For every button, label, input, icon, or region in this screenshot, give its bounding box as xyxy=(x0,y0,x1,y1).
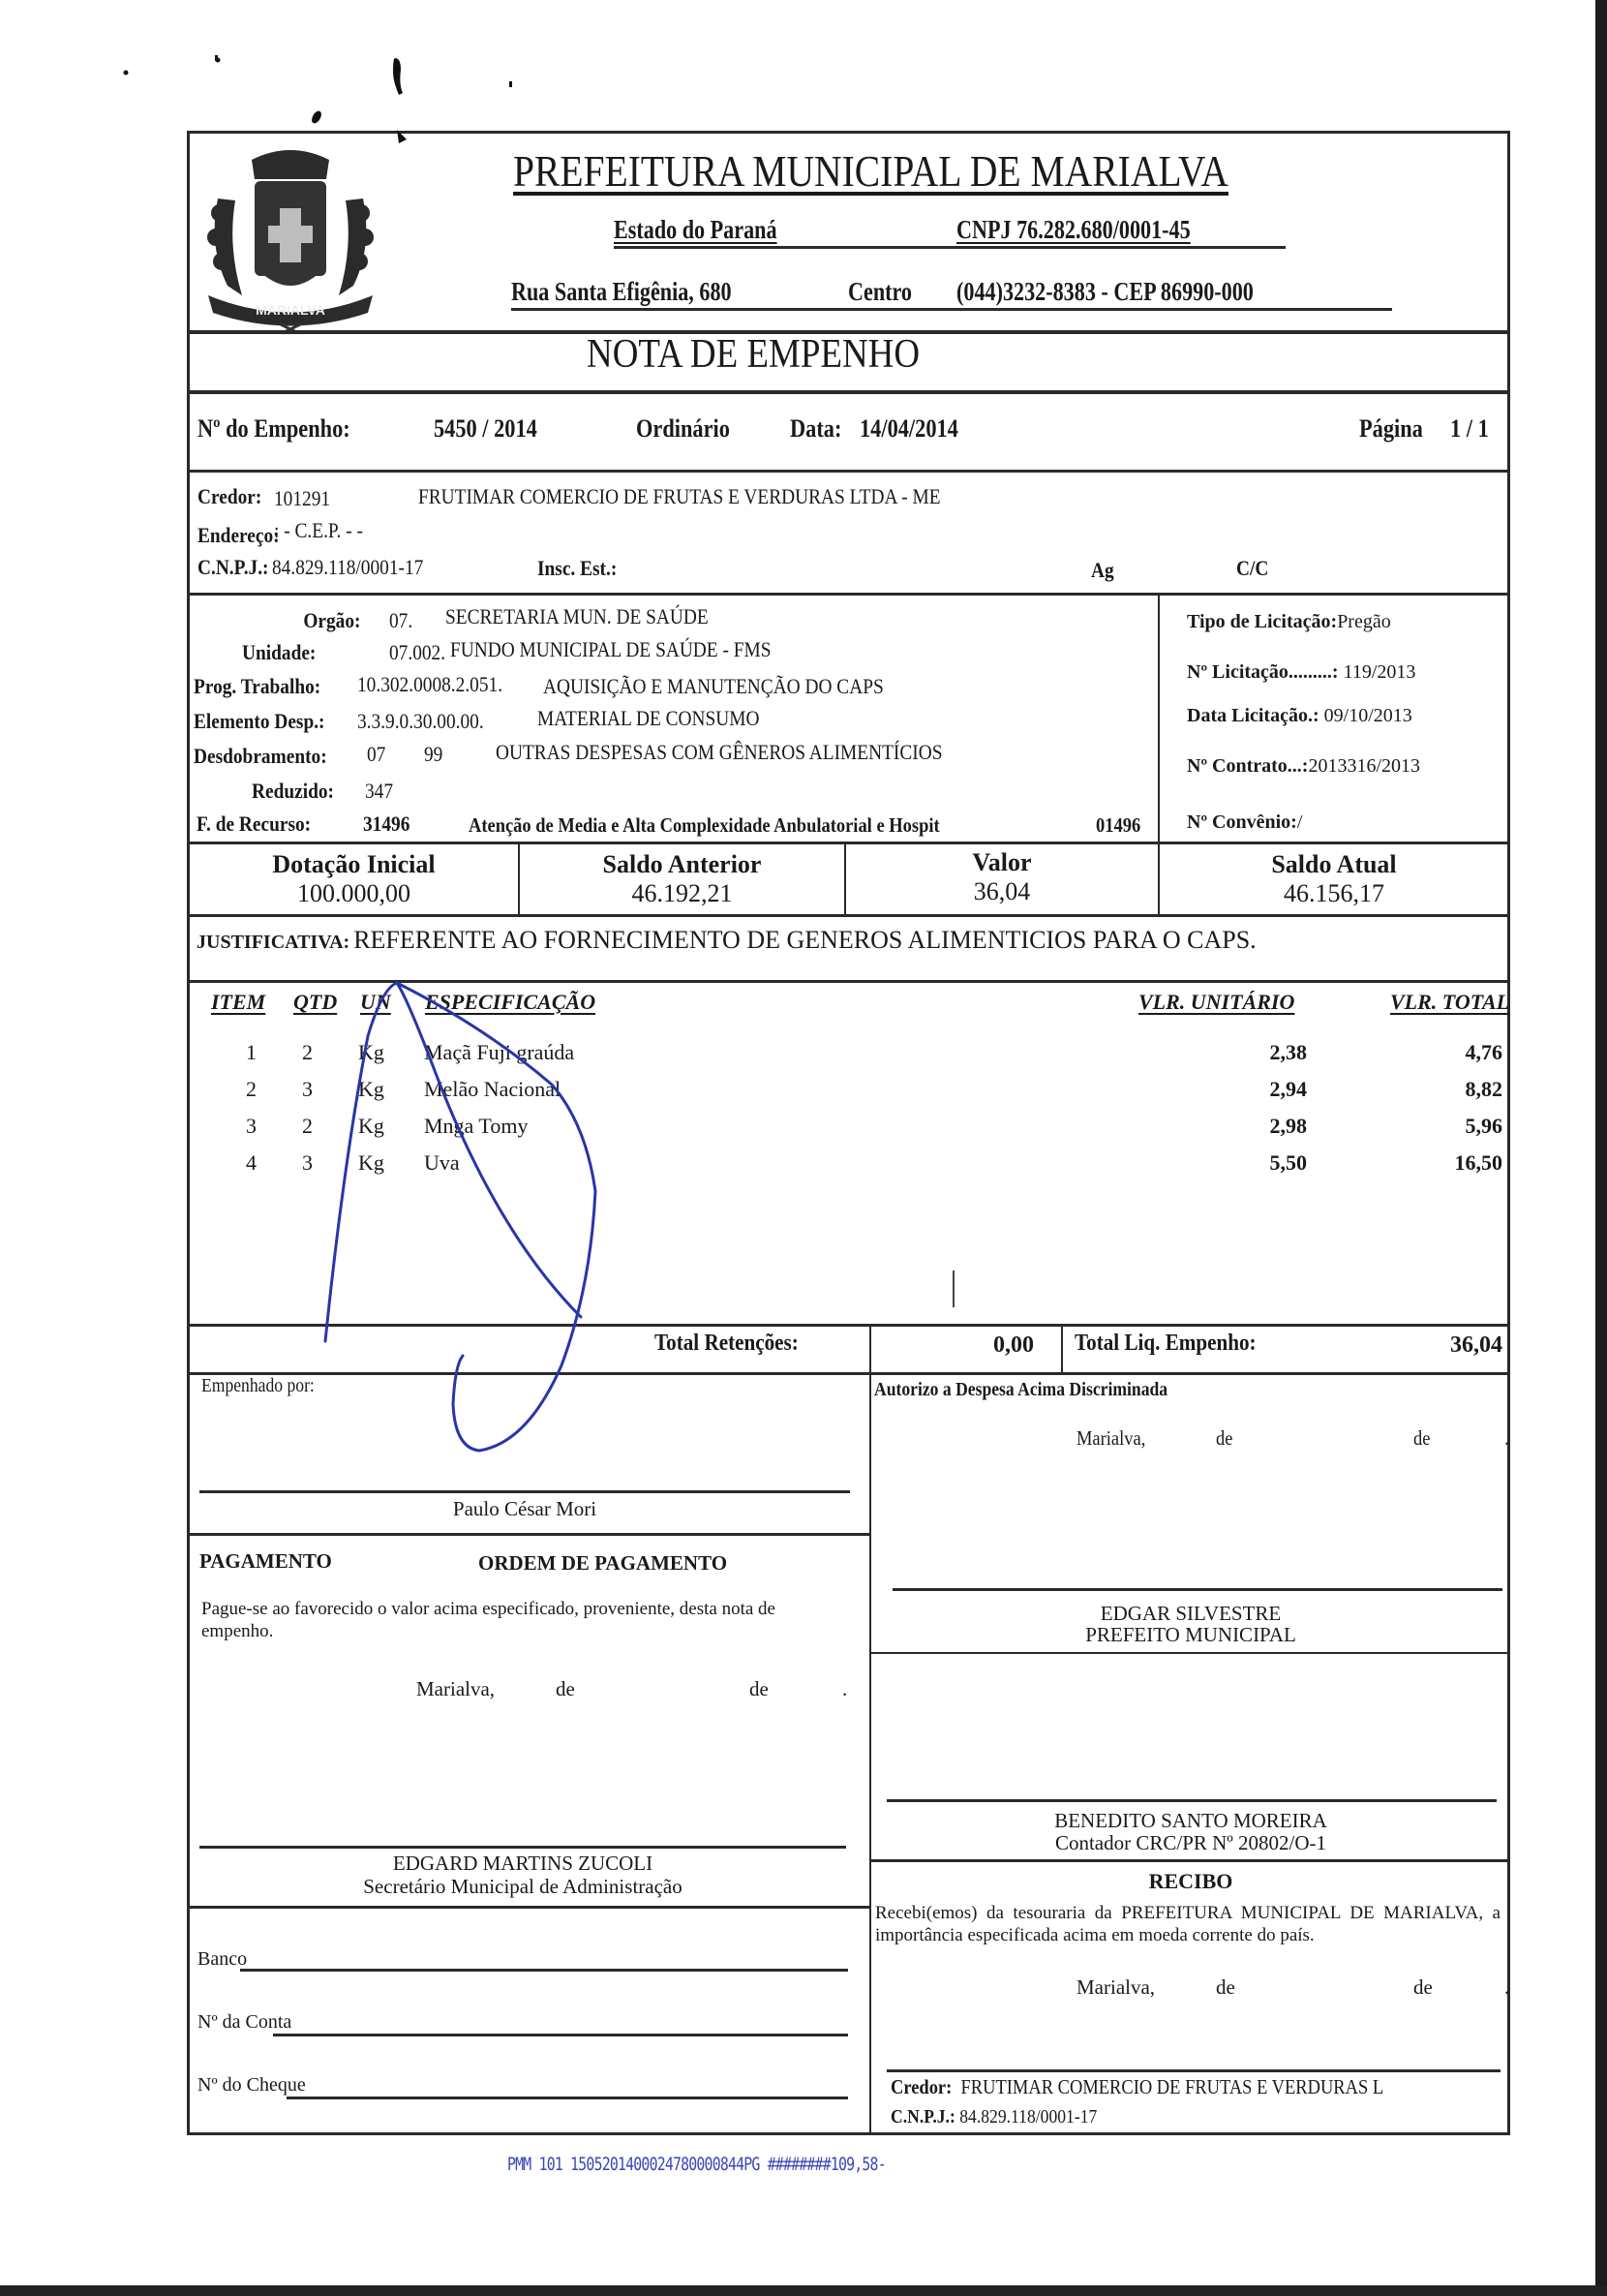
recibo-cnpj xyxy=(891,2106,1097,2128)
municipality-cnpj xyxy=(956,215,1191,245)
balance-label: Dotação Inicial xyxy=(272,850,436,878)
recurso-label: F. de Recurso: xyxy=(197,811,312,836)
cell-total: 4,76 xyxy=(1465,1040,1502,1064)
totals-divider xyxy=(1061,1324,1063,1372)
cell-spec: Uva xyxy=(424,1150,460,1175)
address-value: : - C.E.P. - - xyxy=(274,518,363,542)
cell-item: 4 xyxy=(246,1150,257,1175)
banco-field[interactable] xyxy=(240,1969,848,1972)
payment-period: . xyxy=(842,1677,848,1700)
liquido-label: Total Liq. Empenho: xyxy=(1075,1331,1257,1356)
recibo-credor xyxy=(891,2075,1383,2099)
secretario-title: Secretário Municipal de Administração xyxy=(363,1875,682,1898)
divider xyxy=(187,914,1510,917)
divider xyxy=(869,1652,1510,1654)
empenho-number: 5450 / 2014 xyxy=(434,414,537,443)
contador-title: Contador CRC/PR Nº 20802/O-1 xyxy=(1054,1831,1327,1854)
cell-qtd: 3 xyxy=(302,1150,313,1175)
orgao-label xyxy=(194,608,360,633)
recibo-de1: de xyxy=(1216,1975,1235,1999)
data-licitacao xyxy=(1187,705,1412,727)
phone-cep-value: (044)3232-8383 - CEP 86990-000 xyxy=(956,277,1254,306)
elemento-label: Elemento Desp.: xyxy=(194,709,325,733)
cell-total: 16,50 xyxy=(1454,1150,1502,1175)
cell-unit-price: 2,98 xyxy=(1269,1114,1307,1138)
empenho-date-label: Data: xyxy=(790,414,842,443)
insc-est-label: Insc. Est.: xyxy=(537,556,618,580)
balance-valor xyxy=(846,848,1158,906)
data-licitacao-label: Data Licitação.: xyxy=(1187,705,1319,726)
recurso-code: 31496 xyxy=(363,811,410,836)
recibo-cnpj-value: 84.829.118/0001-17 xyxy=(959,2106,1098,2128)
divider xyxy=(187,390,1510,394)
vertical-split xyxy=(869,1372,871,2135)
divider xyxy=(187,980,1510,983)
desdobramento-code2: 99 xyxy=(424,742,443,766)
signature-line xyxy=(199,1846,846,1849)
balance-value: 46.192,21 xyxy=(631,879,733,907)
col-header-unit-price: VLR. UNITÁRIO xyxy=(1138,990,1295,1014)
autorizo-de2: de xyxy=(1413,1426,1431,1450)
numero-contrato-label: Nº Contrato...: xyxy=(1187,755,1309,777)
cell-spec: Melão Nacional xyxy=(424,1077,561,1101)
cell-spec: Mnga Tomy xyxy=(424,1114,529,1138)
autorizo-city: Marialva, xyxy=(1076,1426,1146,1450)
svg-text:MARIALVA: MARIALVA xyxy=(256,302,325,318)
prog-trabalho-code: 10.302.0008.2.051. xyxy=(357,672,503,696)
cell-spec: Maçã Fuji graúda xyxy=(424,1040,575,1064)
cell-item: 3 xyxy=(246,1114,257,1138)
prog-trabalho-name: AQUISIÇÃO E MANUTENÇÃO DO CAPS xyxy=(543,674,884,698)
balance-value: 100.000,00 xyxy=(297,879,410,907)
recibo-credor-label: Credor: xyxy=(891,2075,953,2098)
district-value: Centro xyxy=(848,277,913,306)
desdobramento-code1: 07 xyxy=(367,742,386,766)
banco-label: Banco xyxy=(197,1948,248,1970)
credor-label: Credor: xyxy=(197,484,262,508)
balance-saldo-atual xyxy=(1160,850,1508,908)
state-label: Estado do Paraná xyxy=(614,215,777,244)
balance-saldo-anterior xyxy=(520,850,844,908)
desdobramento-label: Desdobramento: xyxy=(194,744,327,768)
payment-city: Marialva, xyxy=(416,1677,496,1700)
balance-value: 36,04 xyxy=(973,877,1031,905)
pagamento-label: PAGAMENTO xyxy=(199,1549,332,1573)
divider xyxy=(187,1372,1510,1375)
cell-unit-price: 2,94 xyxy=(1269,1077,1307,1101)
cell-item: 2 xyxy=(246,1077,257,1101)
state-name xyxy=(614,215,777,245)
prefeito-name: EDGAR SILVESTRE xyxy=(1100,1602,1282,1625)
page-label: Página xyxy=(1359,414,1423,443)
cheque-label: Nº do Cheque xyxy=(197,2074,306,2096)
coat-of-arms-icon xyxy=(198,140,382,334)
municipality-title: PREFEITURA MUNICIPAL DE MARIALVA xyxy=(513,146,1228,196)
cell-qtd: 2 xyxy=(302,1114,313,1138)
orgao-label-text: Orgão: xyxy=(303,608,361,632)
empenho-type: Ordinário xyxy=(636,414,730,443)
liquido-value: 36,04 xyxy=(1450,1332,1502,1358)
divider xyxy=(187,842,1510,844)
col-header-spec: ESPECIFICAÇÃO xyxy=(425,990,596,1014)
elemento-code: 3.3.9.0.30.00.00. xyxy=(357,709,484,733)
numero-licitacao-value: 119/2013 xyxy=(1343,661,1416,683)
cell-qtd: 2 xyxy=(302,1040,313,1064)
autorizo-period: . xyxy=(1504,1426,1510,1450)
recibo-credor-name: FRUTIMAR COMERCIO DE FRUTAS E VERDURAS L xyxy=(960,2075,1384,2098)
cc-label: C/C xyxy=(1236,556,1269,580)
budget-divider xyxy=(1158,593,1160,842)
empenho-date: 14/04/2014 xyxy=(860,414,958,443)
justificativa-text: REFERENTE AO FORNECIMENTO DE GENEROS ALIMENTICIOS PARA O CAPS. xyxy=(353,926,1257,954)
cell-un: Kg xyxy=(358,1150,384,1175)
scan-edge-right xyxy=(1595,0,1607,2296)
numero-contrato xyxy=(1187,755,1420,778)
divider xyxy=(187,470,1510,473)
empenho-number-label: Nº do Empenho: xyxy=(197,414,350,443)
autorizo-de1: de xyxy=(1216,1426,1233,1450)
numero-contrato-value: 2013316/2013 xyxy=(1308,755,1421,777)
cell-un: Kg xyxy=(358,1077,384,1101)
elemento-name: MATERIAL DE CONSUMO xyxy=(537,706,760,730)
col-header-item: ITEM xyxy=(211,990,266,1014)
cell-un: Kg xyxy=(358,1114,384,1138)
col-header-qtd: QTD xyxy=(293,990,338,1014)
prefeito-title: PREFEITO MUNICIPAL xyxy=(1085,1623,1296,1646)
recibo-de2: de xyxy=(1413,1975,1433,1999)
tipo-licitacao xyxy=(1187,611,1391,633)
document-title: NOTA DE EMPENHO xyxy=(587,332,921,377)
credor-code: 101291 xyxy=(274,486,331,510)
cell-unit-price: 2,38 xyxy=(1269,1040,1307,1064)
contador-name: BENEDITO SANTO MOREIRA xyxy=(1054,1809,1327,1832)
numero-convenio-label: Nº Convênio: xyxy=(1187,811,1297,833)
recurso-code2: 01496 xyxy=(1096,813,1141,837)
recibo-city: Marialva, xyxy=(1076,1975,1156,1999)
tipo-licitacao-value: Pregão xyxy=(1337,611,1391,632)
recibo-cnpj-label: C.N.P.J.: xyxy=(891,2106,955,2128)
cell-item: 1 xyxy=(246,1040,257,1064)
credor-cnpj: 84.829.118/0001-17 xyxy=(272,555,424,579)
col-header-total: VLR. TOTAL xyxy=(1390,990,1510,1014)
divider xyxy=(187,593,1510,596)
unidade-label: Unidade: xyxy=(242,640,317,664)
retencoes-value: 0,00 xyxy=(993,1332,1034,1358)
address-street: Rua Santa Efigênia, 680 xyxy=(511,277,732,306)
retencoes-label: Total Retenções: xyxy=(654,1331,799,1356)
recurso-name: Atenção de Media e Alta Complexidade Anbulatorial e Hospit xyxy=(469,813,940,837)
recibo-period: . xyxy=(1504,1975,1510,1999)
reduzido-label: Reduzido: xyxy=(252,779,334,803)
recibo-text: Recebi(emos) da tesouraria da PREFEITURA MUNICIPAL DE MARIALVA, a importância especificada acima em moeda corrente do país. xyxy=(875,1903,1501,1945)
cheque-field[interactable] xyxy=(287,2097,848,2099)
address-phone-cep xyxy=(956,277,1254,307)
scan-edge-bottom xyxy=(0,2285,1607,2296)
cnpj-value: CNPJ 76.282.680/0001-45 xyxy=(956,215,1191,244)
divider xyxy=(187,1906,869,1909)
cell-un: Kg xyxy=(358,1040,384,1064)
tipo-licitacao-label: Tipo de Licitação: xyxy=(1187,611,1338,632)
recibo-title: RECIBO xyxy=(1148,1869,1233,1893)
numero-licitacao xyxy=(1187,661,1415,684)
empenhado-label: Empenhado por: xyxy=(201,1375,315,1396)
orgao-name: SECRETARIA MUN. DE SAÚDE xyxy=(445,604,709,628)
cnpj-label: C.N.P.J.: xyxy=(197,555,269,579)
data-licitacao-value: 09/10/2013 xyxy=(1323,705,1412,726)
address-district xyxy=(848,277,912,307)
signature-line xyxy=(199,1490,850,1493)
prog-trabalho-label: Prog. Trabalho: xyxy=(194,674,321,698)
balance-dotacao xyxy=(190,850,518,908)
autorizo-label: Autorizo a Despesa Acima Discriminada xyxy=(874,1379,1168,1400)
conta-field[interactable] xyxy=(273,2034,848,2036)
payment-de2: de xyxy=(749,1677,769,1700)
divider xyxy=(187,1324,1510,1327)
balance-value: 46.156,17 xyxy=(1284,879,1384,907)
credor-name: FRUTIMAR COMERCIO DE FRUTAS E VERDURAS LTDA - ME xyxy=(418,484,941,508)
cell-total: 5,96 xyxy=(1465,1114,1502,1138)
cell-qtd: 3 xyxy=(302,1077,313,1101)
col-header-un: UN xyxy=(360,990,391,1014)
page-number: 1 / 1 xyxy=(1450,414,1489,443)
subtitle-underline xyxy=(614,246,1286,249)
address-label: Endereço: xyxy=(197,523,280,547)
payment-text: Pague-se ao favorecido o valor acima especificado, proveniente, desta nota de empenho. xyxy=(201,1599,775,1641)
bank-authentication-stamp: PMM 101 1505201400024780000844PG ########109,58- xyxy=(507,2154,886,2175)
balance-label: Saldo Atual xyxy=(1271,850,1397,878)
balance-label: Valor xyxy=(972,848,1032,876)
desdobramento-name: OUTRAS DESPESAS COM GÊNEROS ALIMENTÍCIOS xyxy=(496,740,943,764)
divider xyxy=(869,1859,1510,1862)
conta-label: Nº da Conta xyxy=(197,2011,292,2033)
numero-licitacao-label: Nº Licitação.........: xyxy=(1187,661,1339,683)
address-line xyxy=(511,277,732,307)
balance-label: Saldo Anterior xyxy=(602,850,762,878)
ag-label: Ag xyxy=(1091,558,1114,582)
ordem-pagamento-label: ORDEM DE PAGAMENTO xyxy=(478,1551,728,1575)
numero-convenio-value: / xyxy=(1296,811,1303,833)
unidade-code: 07.002. xyxy=(389,640,446,664)
unidade-name: FUNDO MUNICIPAL DE SAÚDE - FMS xyxy=(450,637,772,661)
numero-convenio xyxy=(1187,811,1302,834)
secretario-name: EDGARD MARTINS ZUCOLI xyxy=(392,1852,653,1875)
reduzido-value: 347 xyxy=(365,779,394,803)
payment-de1: de xyxy=(556,1677,575,1700)
justificativa-label: JUSTIFICATIVA: xyxy=(197,932,350,953)
signature-line xyxy=(887,1799,1497,1802)
empenhado-name: Paulo César Mori xyxy=(452,1497,597,1520)
divider xyxy=(187,1533,869,1536)
signature-line xyxy=(887,2069,1501,2072)
address-underline xyxy=(511,308,1392,311)
signature-line xyxy=(893,1588,1502,1591)
orgao-code: 07. xyxy=(389,608,413,632)
justificativa xyxy=(197,926,1257,955)
cell-total: 8,82 xyxy=(1465,1077,1502,1101)
cell-unit-price: 5,50 xyxy=(1269,1150,1307,1175)
